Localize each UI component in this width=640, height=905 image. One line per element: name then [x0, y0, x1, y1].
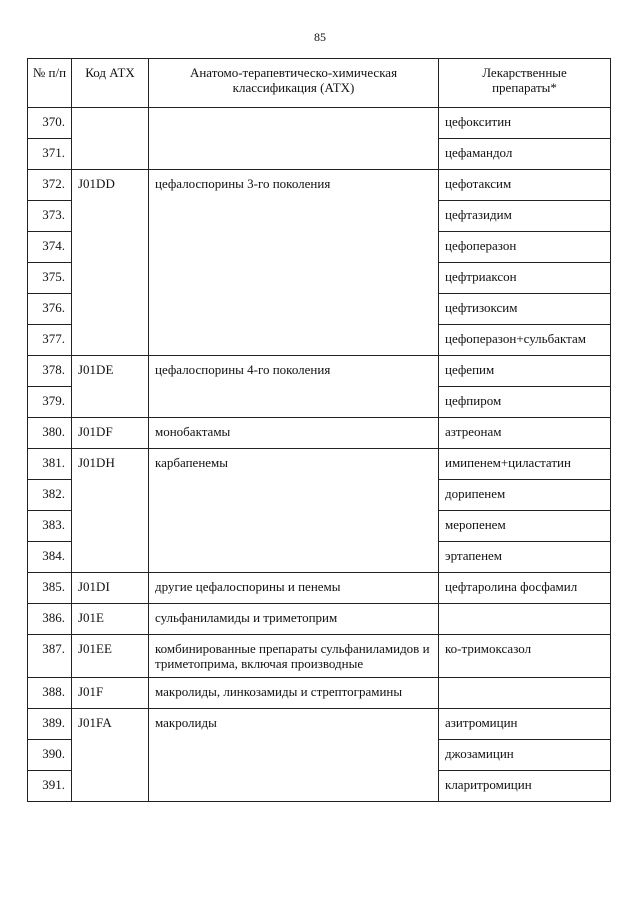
drug-cell: цефокситин — [439, 108, 611, 139]
table-row — [28, 170, 611, 201]
classification-cell: цефалоспорины 3-го поколения — [149, 170, 439, 356]
drug-cell: кларитромицин — [439, 771, 611, 802]
row-number: 386. — [28, 604, 72, 635]
table-body — [28, 108, 611, 802]
atx-code-cell: J01DH — [72, 449, 149, 573]
row-number: 379. — [28, 387, 72, 418]
drug-cell: азтреонам — [439, 418, 611, 449]
row-number: 371. — [28, 139, 72, 170]
atx-code-cell — [72, 108, 149, 170]
row-number: 383. — [28, 511, 72, 542]
classification-cell: другие цефалоспорины и пенемы — [149, 573, 439, 604]
drug-cell: эртапенем — [439, 542, 611, 573]
atx-code-cell: J01F — [72, 678, 149, 709]
drug-cell: меропенем — [439, 511, 611, 542]
drug-cell: цефтаролина фосфамил — [439, 573, 611, 604]
atx-code-cell: J01DI — [72, 573, 149, 604]
header-drugs: Лекарственные препараты* — [439, 59, 611, 108]
drug-cell: дорипенем — [439, 480, 611, 511]
drug-cell: цефтизоксим — [439, 294, 611, 325]
drug-cell: цефоперазон+сульбактам — [439, 325, 611, 356]
classification-cell: монобактамы — [149, 418, 439, 449]
classification-cell: комбинированные препараты сульфаниламидов и триметоприма, включая производные — [149, 635, 439, 678]
table-row — [28, 709, 611, 740]
row-number: 387. — [28, 635, 72, 678]
atx-code-cell: J01EE — [72, 635, 149, 678]
classification-cell: цефалоспорины 4-го поколения — [149, 356, 439, 418]
row-number: 388. — [28, 678, 72, 709]
atx-code-cell: J01DF — [72, 418, 149, 449]
row-number: 373. — [28, 201, 72, 232]
drug-cell: цефамандол — [439, 139, 611, 170]
atx-code-cell: J01E — [72, 604, 149, 635]
atx-code-cell: J01FA — [72, 709, 149, 802]
row-number: 372. — [28, 170, 72, 201]
drug-cell: цефтриаксон — [439, 263, 611, 294]
row-number: 390. — [28, 740, 72, 771]
table-row — [28, 108, 611, 139]
table-row — [28, 356, 611, 387]
drug-cell: цефотаксим — [439, 170, 611, 201]
table-row — [28, 635, 611, 678]
drug-cell — [439, 604, 611, 635]
drug-cell: ко-тримоксазол — [439, 635, 611, 678]
row-number: 391. — [28, 771, 72, 802]
header-atx-code: Код АТХ — [72, 59, 149, 108]
table-row — [28, 573, 611, 604]
drug-cell — [439, 678, 611, 709]
atx-drug-table — [27, 58, 611, 802]
drug-cell: имипенем+циластатин — [439, 449, 611, 480]
page-number: 85 — [314, 30, 326, 44]
drug-cell: джозамицин — [439, 740, 611, 771]
row-number: 385. — [28, 573, 72, 604]
drug-cell: азитромицин — [439, 709, 611, 740]
atx-code-cell: J01DD — [72, 170, 149, 356]
drug-cell: цефтазидим — [439, 201, 611, 232]
row-number: 378. — [28, 356, 72, 387]
row-number: 389. — [28, 709, 72, 740]
row-number: 375. — [28, 263, 72, 294]
row-number: 380. — [28, 418, 72, 449]
table-row — [28, 418, 611, 449]
header-classification: Анатомо-терапевтическо-химическая классификация (АТХ) — [149, 59, 439, 108]
row-number: 381. — [28, 449, 72, 480]
table-row — [28, 604, 611, 635]
atx-code-cell: J01DE — [72, 356, 149, 418]
header-num: № п/п — [28, 59, 72, 108]
row-number: 376. — [28, 294, 72, 325]
drug-cell: цефепим — [439, 356, 611, 387]
classification-cell: макролиды, линкозамиды и стрептограмины — [149, 678, 439, 709]
row-number: 370. — [28, 108, 72, 139]
drug-cell: цефоперазон — [439, 232, 611, 263]
classification-cell — [149, 108, 439, 170]
table-row — [28, 678, 611, 709]
row-number: 377. — [28, 325, 72, 356]
row-number: 374. — [28, 232, 72, 263]
table-header-row — [28, 59, 611, 108]
row-number: 382. — [28, 480, 72, 511]
classification-cell: карбапенемы — [149, 449, 439, 573]
classification-cell: макролиды — [149, 709, 439, 802]
table-row — [28, 449, 611, 480]
row-number: 384. — [28, 542, 72, 573]
classification-cell: сульфаниламиды и триметоприм — [149, 604, 439, 635]
drug-cell: цефпиром — [439, 387, 611, 418]
